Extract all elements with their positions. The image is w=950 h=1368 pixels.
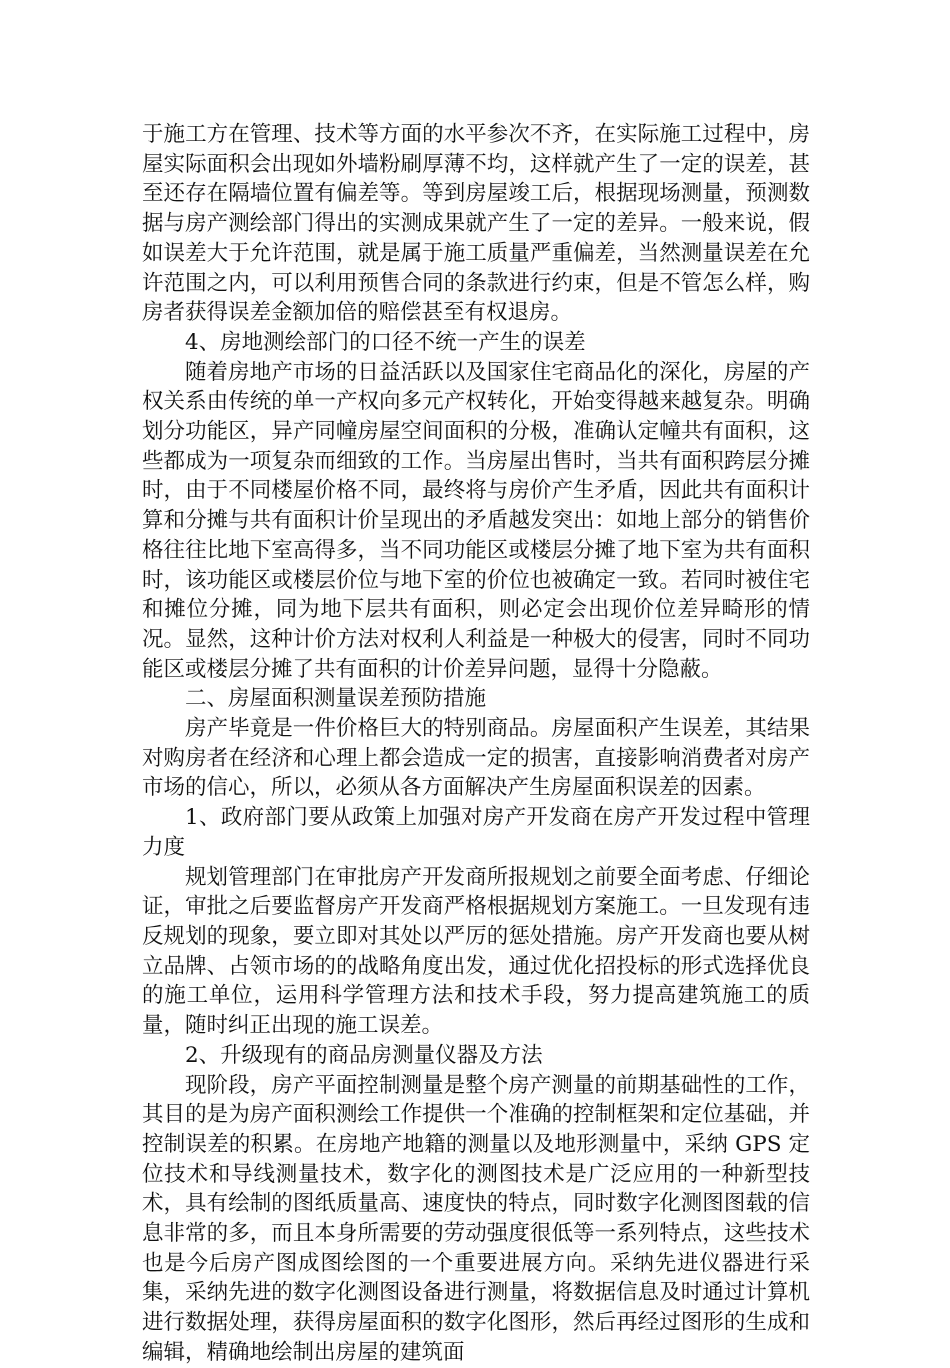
paragraph-body: 现阶段，房产平面控制测量是整个房产测量的前期基础性的工作，其目的是为房产面积测绘工作提供一个准确的控制框架和定位基础，并控制误差的积累。在房地产地籍的测量以及地形测量中，采纳 GPS 定位技术和导线测量技术，数字化的测图技术是广泛应用的一种新型技术，具有绘制的图纸质量高、速度快的特点，同时数字化测图图载的信息非常的多，而且本身所需要的劳动强度很低等一系列特点，这些技术也是今后房产图成图绘图的一个重要进展方向。采纳先进仪器进行采集，采纳先进的数字化测图设备进行测量，将数据信息及时通过计算机进行数据处理，获得房屋面积的数字化图形，然后再经过图形的生成和编辑，精确地绘制出房屋的建筑面 xyxy=(142,1072,810,1365)
paragraph-body: 房产毕竟是一件价格巨大的特别商品。房屋面积产生误差，其结果对购房者在经济和心理上都会造成一定的损害，直接影响消费者对房产市场的信心，所以，必须从各方面解决产生房屋面积误差的因素。 xyxy=(142,716,810,801)
paragraph-body: 随着房地产市场的日益活跃以及国家住宅商品化的深化，房屋的产权关系由传统的单一产权向多元产权转化，开始变得越来越复杂。明确划分功能区，异产同幢房屋空间面积的分极，准确认定幢共有面积，这些都成为一项复杂而细致的工作。当房屋出售时，当共有面积跨层分摊时，由于不同楼屋价格不同，最终将与房价产生矛盾，因此共有面积计算和分摊与共有面积计价呈现出的矛盾越发突出：如地上部分的销售价格往往比地下室高得多，当不同功能区或楼层分摊了地下室为共有面积时，该功能区或楼层价位与地下室的价位也被确定一致。若同时被住宅和摊位分摊，同为地下层共有面积，则必定会出现价位差异畸形的情况。显然，这种计价方法对权利人利益是一种极大的侵害，同时不同功能区或楼层分摊了共有面积的计价差异问题，显得十分隐蔽。 xyxy=(142,359,810,682)
section-heading-2: 2、升级现有的商品房测量仪器及方法 xyxy=(185,1042,543,1068)
section-heading-prevention: 二、房屋面积测量误差预防措施 xyxy=(185,686,487,712)
document-page xyxy=(142,120,810,1368)
paragraph-body: 规划管理部门在审批房产开发商所报规划之前要全面考虑、仔细论证，审批之后要监督房产开发商严格根据规划方案施工。一旦发现有违反规划的现象，要立即对其处以严厉的惩处措施。房产开发商也要从树立品牌、占领市场的的战略角度出发，通过优化招投标的形式选择优良的施工单位，运用科学管理方法和技术手段，努力提高建筑施工的质量，随时纠正出现的施工误差。 xyxy=(142,864,810,1039)
section-heading-4: 4、房地测绘部门的口径不统一产生的误差 xyxy=(185,329,586,355)
section-heading-1: 1、政府部门要从政策上加强对房产开发商在房产开发过程中管理力度 xyxy=(142,805,810,860)
paragraph-continuation: 于施工方在管理、技术等方面的水平参次不齐，在实际施工过程中，房屋实际面积会出现如外墙粉刷厚薄不均，这样就产生了一定的误差，甚至还存在隔墙位置有偏差等。等到房屋竣工后，根据现场测量，预测数据与房产测绘部门得出的实测成果就产生了一定的差异。一般来说，假如误差大于允许范围，就是属于施工质量严重偏差，当然测量误差在允许范围之内，可以利用预售合同的条款进行约束，但是不管怎么样，购房者获得误差金额加倍的赔偿甚至有权退房。 xyxy=(142,122,810,326)
